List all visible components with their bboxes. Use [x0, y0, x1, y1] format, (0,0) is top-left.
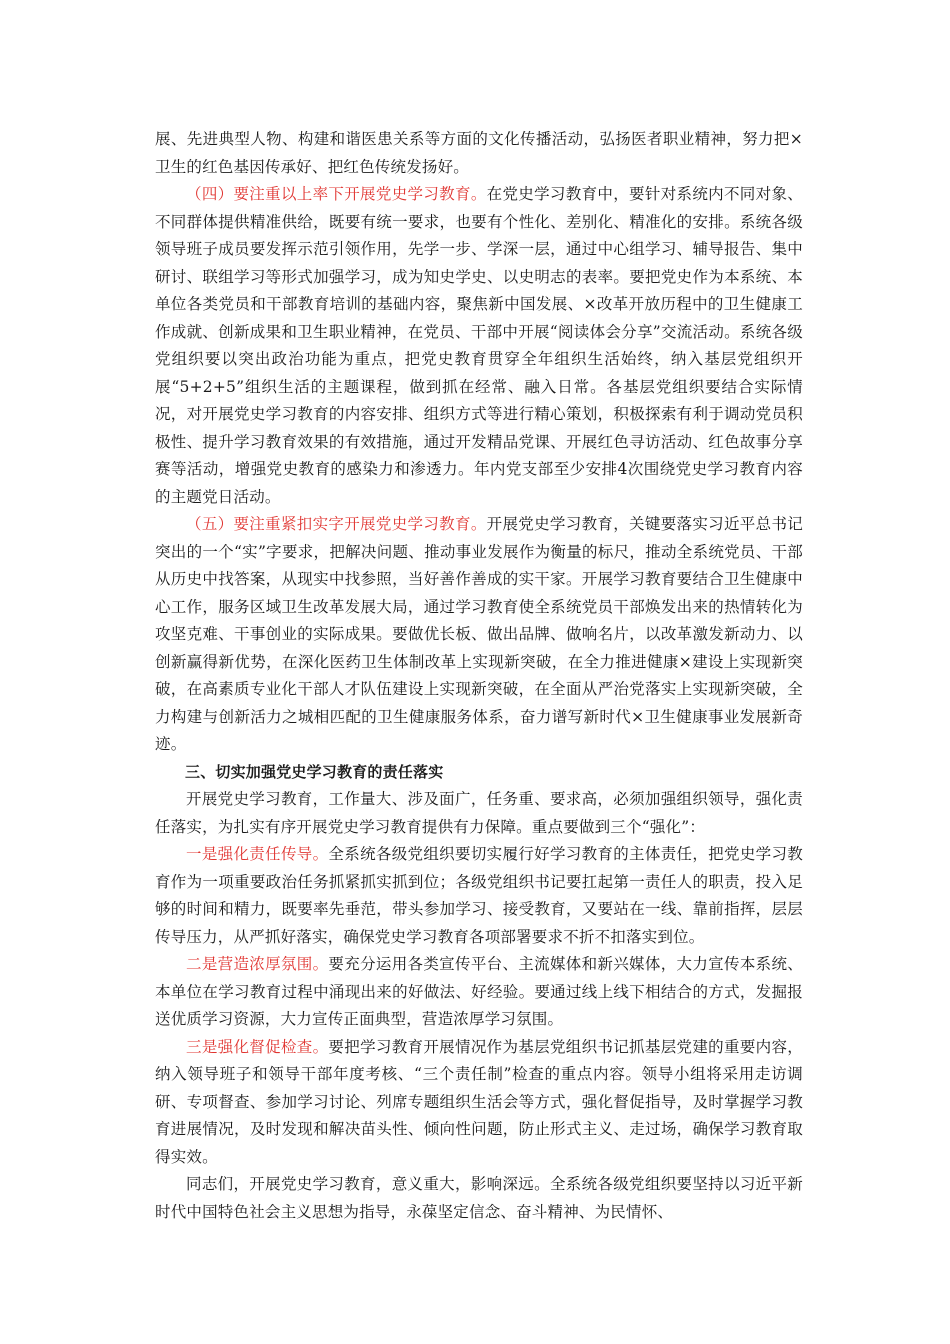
section-3-intro: 开展党史学习教育，工作量大、涉及面广，任务重、要求高，必须加强组织领导，强化责任落实，为扎实有序开展党史学习教育提供有力保障。重点要做到三个“强化”： — [155, 790, 803, 836]
section-5-body: 开展党史学习教育，关键要落实习近平总书记突出的一个“实”字要求，把解决问题、推动事业发展作为衡量的标尺，推动全系统党员、干部从历史中找答案，从现实中找参照，当好善作善成的实干家。开展学习教育要结合卫生健康中心工作，服务区域卫生改革发展大局，通过学习教育使全系统党员干部焕发出来的热情转化为攻坚克难、干事创业的实际成果。要做优长板、做出品牌、做响名片，以改革激发新动力、以创新赢得新优势，在深化医药卫生体制改革上实现新突破，在全力推进健康×建设上实现新突破，在高素质专业化干部人才队伍建设上实现新突破，在全面从严治党落实上实现新突破，全力构建与创新活力之城相匹配的卫生健康服务体系，奋力谱写新时代×卫生健康事业发展新奇迹。 — [155, 515, 803, 753]
item-2-body: 要充分运用各类宣传平台、主流媒体和新兴媒体，大力宣传本系统、本单位在学习教育过程中涌现出来的好做法、好经验。要通过线上线下相结合的方式，发掘报送优质学习资源，大力宣传正面典型，营造浓厚学习氛围。 — [155, 955, 803, 1028]
paragraph-item-2 — [155, 951, 803, 1034]
item-1-body: 全系统各级党组织要切实履行好学习教育的主体责任，把党史学习教育作为一项重要政治任务抓紧抓实抓到位；各级党组织书记要扛起第一责任人的职责，投入足够的时间和精力，既要率先垂范，带头参加学习、接受教育，又要站在一线、靠前指挥，层层传导压力，从严抓好落实，确保党史学习教育各项部署要求不折不扣落实到位。 — [155, 845, 803, 946]
item-3-body: 要把学习教育开展情况作为基层党组织书记抓基层党建的重要内容，纳入领导班子和领导干部年度考核、“三个责任制”检查的重点内容。领导小组将采用走访调研、专项督查、参加学习讨论、列席专题组织生活会等方式，强化督促指导，及时掌握学习教育进展情况，及时发现和解决苗头性、倾向性问题，防止形式主义、走过场，确保学习教育取得实效。 — [155, 1037, 803, 1166]
paragraph-section-4 — [155, 181, 803, 511]
paragraph-section-5 — [155, 511, 803, 759]
section-3-title: 三、切实加强党史学习教育的责任落实 — [185, 762, 444, 781]
section-4-body: 在党史学习教育中，要针对系统内不同对象、不同群体提供精准供给，既要有统一要求，也要有个性化、差别化、精准化的安排。系统各级领导班子成员要发挥示范引领作用，先学一步、学深一层，通过中心组学习、辅导报告、集中研讨、联组学习等形式加强学习，成为知史学史、以史明志的表率。要把党史作为本系统、本单位各类党员和干部教育培训的基础内容，聚焦新中国发展、×改革开放历程中的卫生健康工作成就、创新成果和卫生职业精神，在党员、干部中开展“阅读体会分享”交流活动。系统各级党组织要以突出政治功能为重点，把党史教育贯穿全年组织生活始终，纳入基层党组织开展“5+2+5”组织生活的主题课程，做到抓在经常、融入日常。各基层党组织要结合实际情况，对开展党史学习教育的内容安排、组织方式等进行精心策划，积极探索有利于调动党员积极性、提升学习教育效果的有效措施，通过开发精品党课、开展红色寻访活动、红色故事分享赛等活动，增强党史教育的感染力和渗透力。年内党支部至少安排4次围绕党史学习教育内容的主题党日活动。 — [155, 185, 803, 506]
paragraph-item-3 — [155, 1034, 803, 1172]
paragraph-continued: 展、先进典型人物、构建和谐医患关系等方面的文化传播活动，弘扬医者职业精神，努力把×卫生的红色基因传承好、把红色传统发扬好。 — [155, 130, 803, 176]
section-4-heading: （四）要注重以上率下开展党史学习教育。 — [186, 185, 487, 203]
item-3-heading: 三是强化督促检查。 — [186, 1037, 329, 1056]
item-1-heading: 一是强化责任传导。 — [186, 845, 329, 863]
closing-paragraph: 同志们，开展党史学习教育，意义重大，影响深远。全系统各级党组织要坚持以习近平新时代中国特色社会主义思想为指导，永葆坚定信念、奋斗精神、为民情怀、 — [155, 1175, 803, 1221]
item-2-heading: 二是营造浓厚氛围。 — [186, 955, 329, 973]
paragraph-item-1 — [155, 841, 803, 951]
section-5-heading: （五）要注重紧扣实字开展党史学习教育。 — [186, 515, 487, 533]
document-page — [155, 126, 803, 1226]
